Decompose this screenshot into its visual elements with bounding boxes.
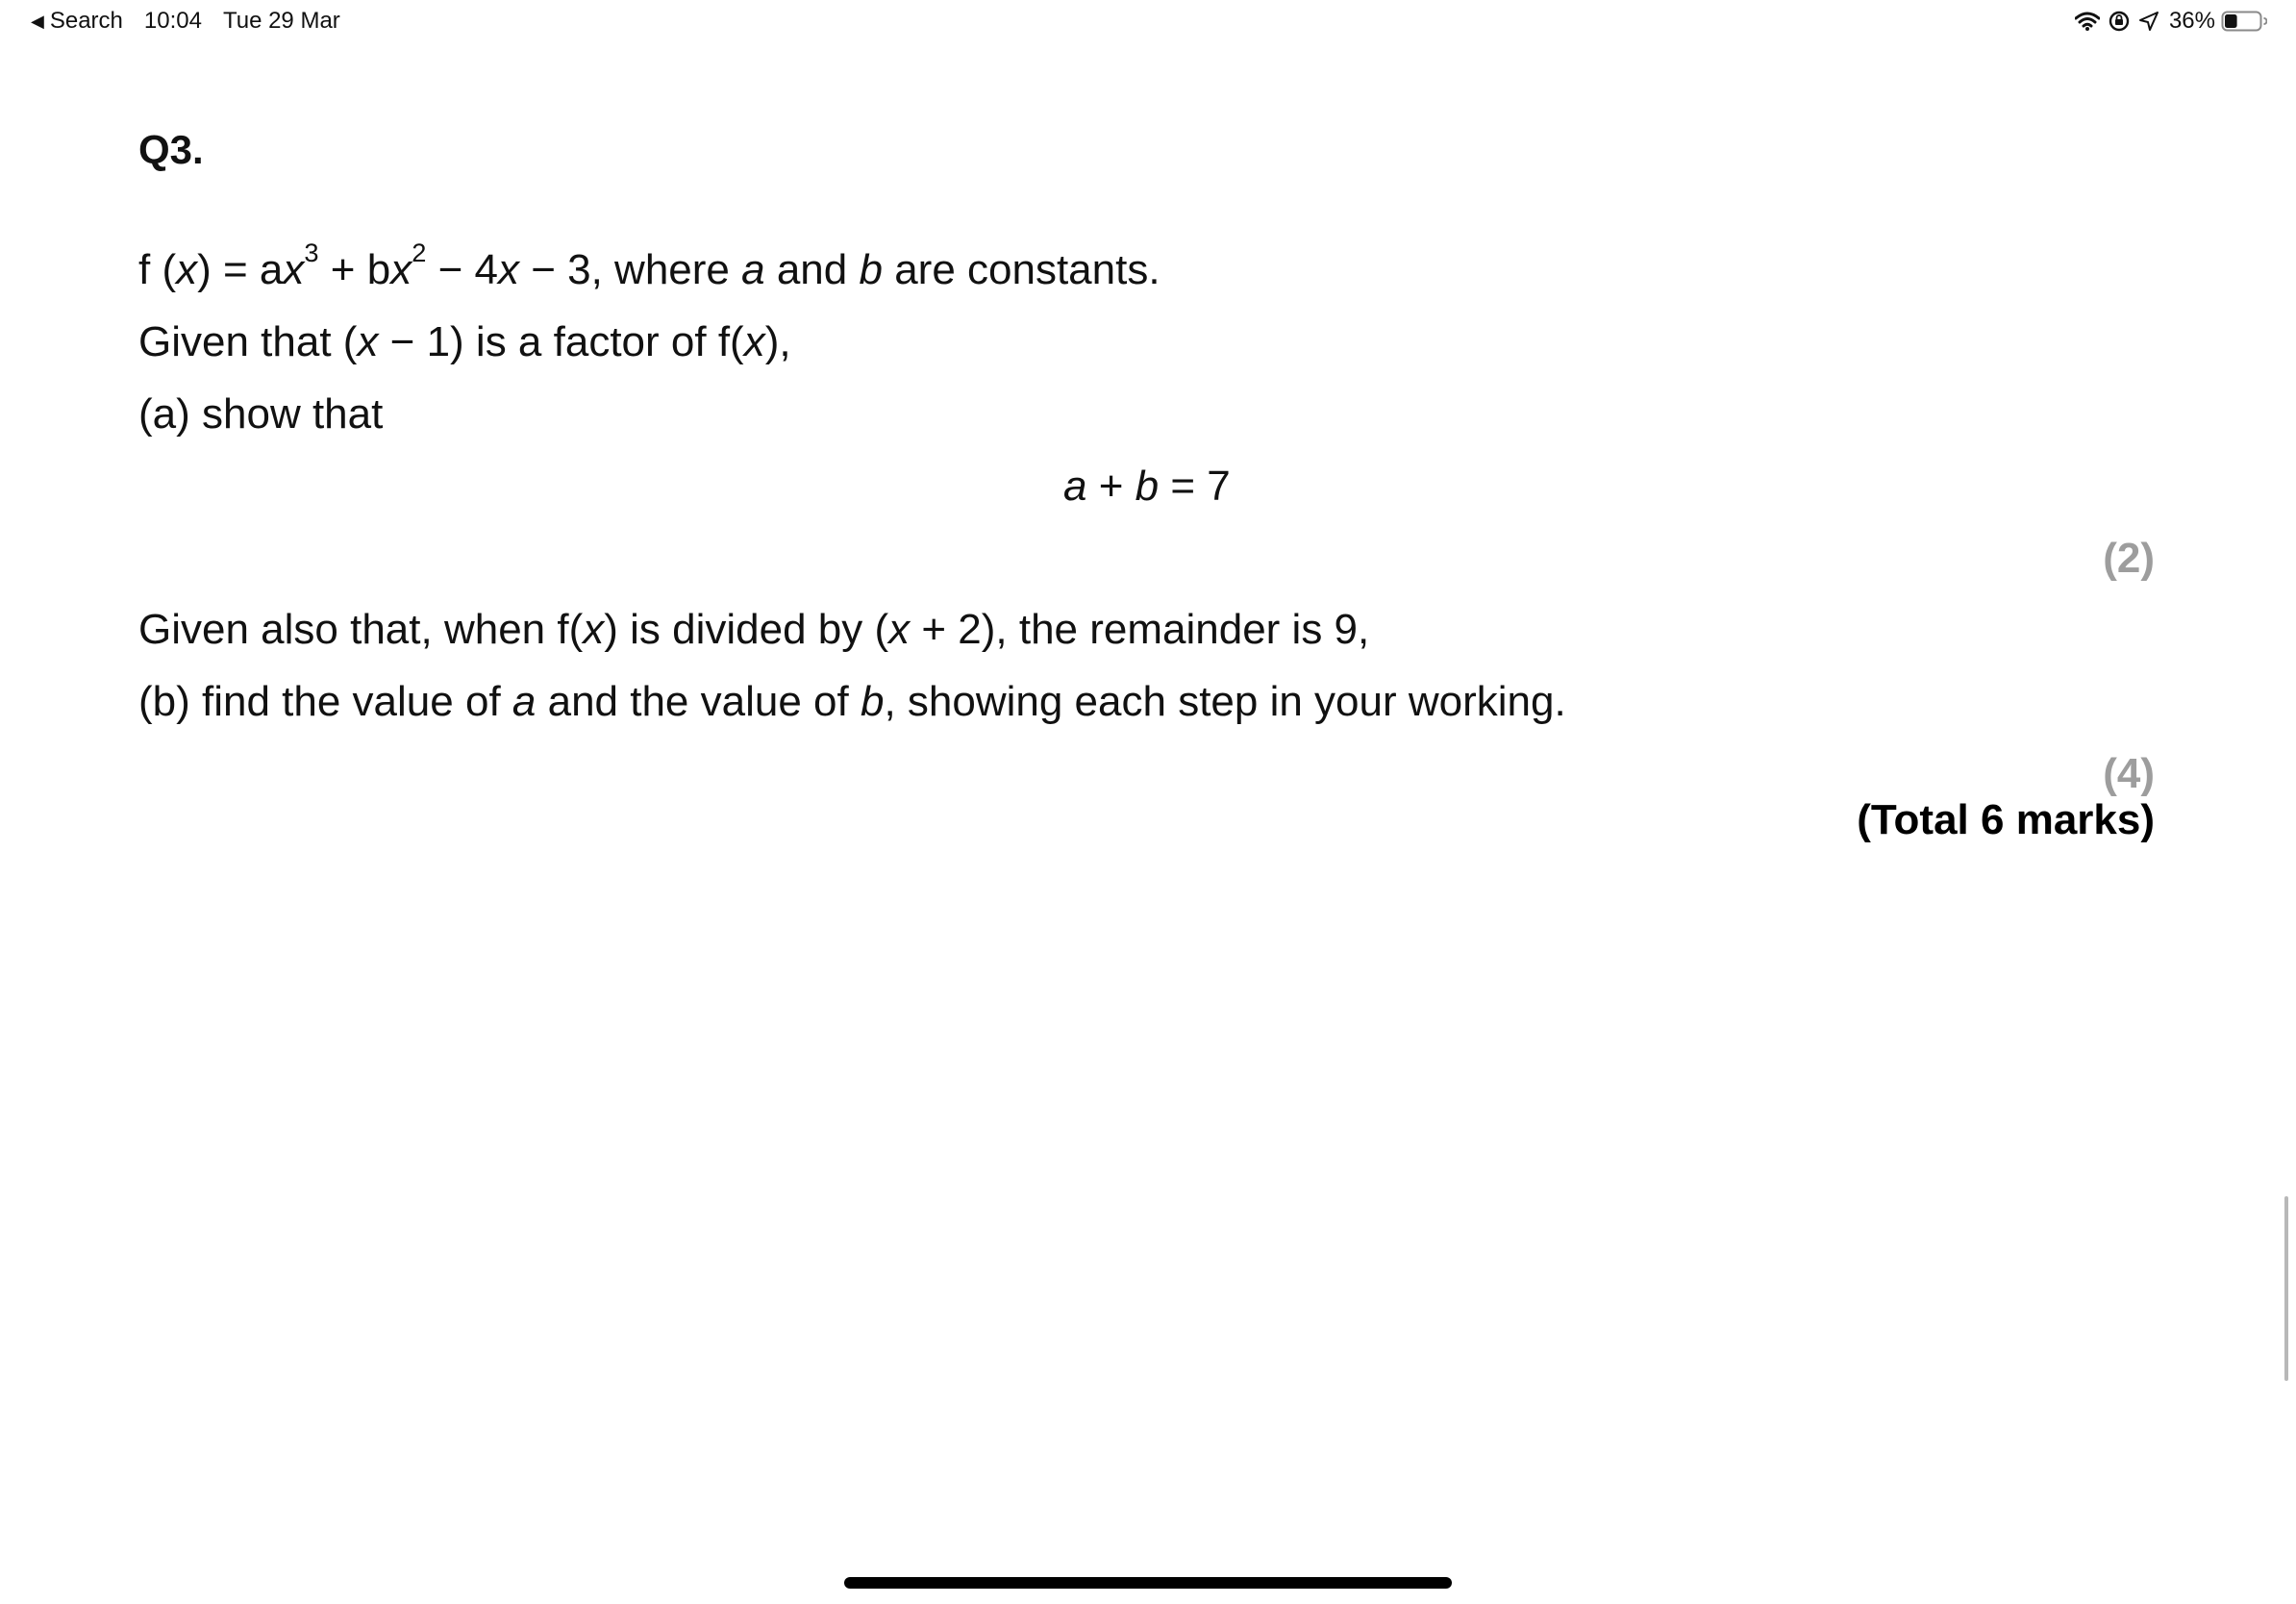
status-time: 10:04: [143, 8, 202, 34]
battery-icon: [2221, 10, 2267, 33]
part-b-prompt: (b) find the value of a and the value of b, showing each step in your working.: [138, 678, 1566, 725]
screen-rotation-lock-icon: [2108, 10, 2131, 33]
part-a-equation: a + b = 7: [1063, 463, 1231, 510]
factor-condition: Given that (x − 1) is a factor of f(x),: [138, 318, 791, 365]
status-date: Tue 29 Mar: [222, 8, 340, 34]
location-arrow-icon: [2138, 11, 2159, 32]
part-a-prompt: (a) show that: [138, 390, 384, 438]
remainder-condition: Given also that, when f(x) is divided by (x + 2), the remainder is 9,: [138, 606, 1370, 653]
battery-level-fill: [2225, 14, 2237, 28]
wifi-icon: [2075, 12, 2100, 31]
status-bar-right: [2075, 8, 2267, 35]
part-b-marks: (4): [2103, 750, 2155, 797]
function-definition: f $(x) = ax^3 + bx^2 - 4x - 3$, where a and b are constants.: [138, 237, 1160, 293]
question-title: Q3.: [138, 127, 204, 172]
part-a-marks: (2): [2103, 535, 2155, 582]
total-marks: (Total 6 marks): [1857, 796, 2155, 843]
status-bar: [0, 0, 2296, 44]
scroll-indicator[interactable]: [2284, 1196, 2288, 1381]
battery-percent: 36%: [2168, 8, 2215, 34]
back-arrow-icon[interactable]: ◀: [31, 11, 44, 31]
back-to-search-link[interactable]: Search: [49, 8, 123, 34]
status-bar-left: [31, 8, 340, 35]
home-indicator[interactable]: [844, 1577, 1452, 1589]
